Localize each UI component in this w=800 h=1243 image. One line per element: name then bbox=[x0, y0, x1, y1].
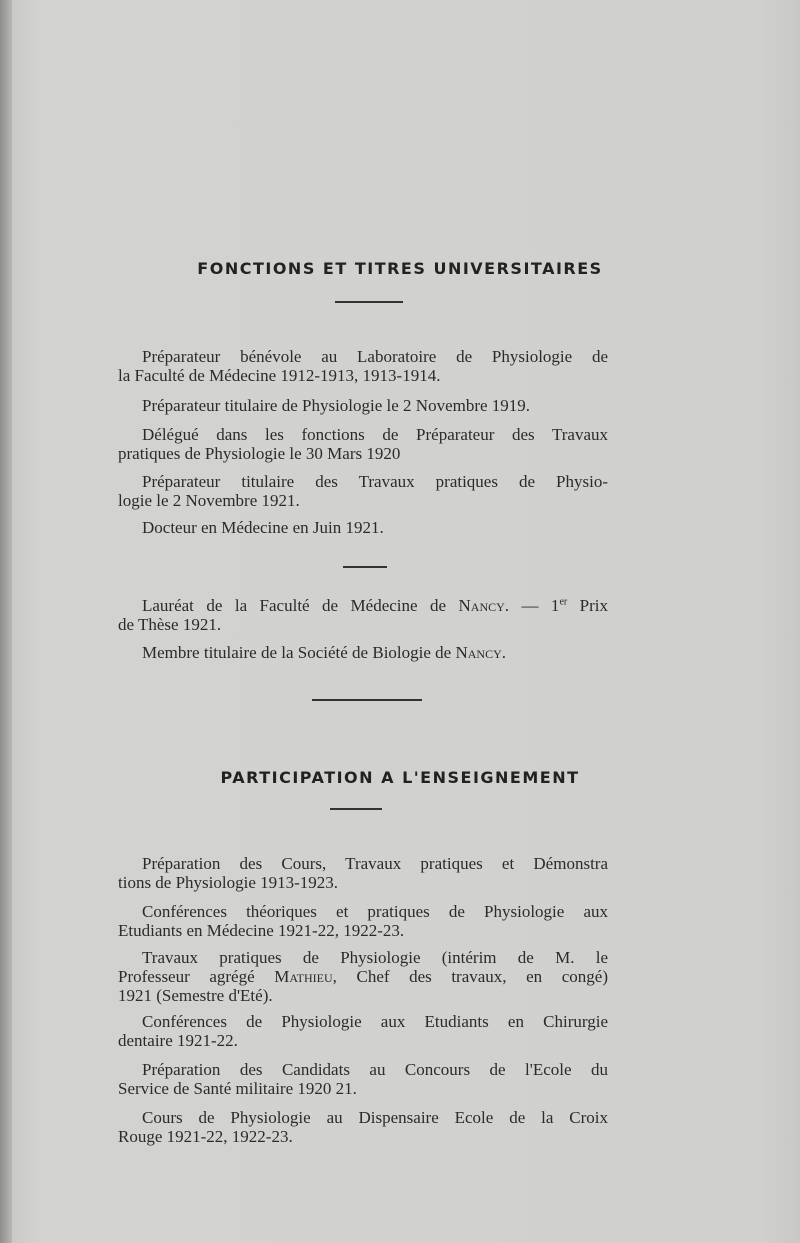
laureat-text: Lauréat de la Faculté de Médecine de bbox=[142, 596, 459, 615]
membre-text: . bbox=[501, 643, 506, 662]
laureat-text: Prix bbox=[567, 596, 609, 615]
paragraph-line: 1921 (Semestre d'Eté). bbox=[118, 986, 273, 1005]
paragraph-line: Service de Santé militaire 1920 21. bbox=[118, 1079, 357, 1098]
membre-text: Membre titulaire de la Société de Biologie de bbox=[142, 643, 456, 662]
paragraph-travaux-pratiques bbox=[118, 948, 608, 1005]
paragraph-laureat bbox=[118, 596, 608, 634]
city-name: Nancy bbox=[455, 643, 502, 662]
book-spine-shadow bbox=[0, 0, 12, 1243]
travaux-text: Professeur agrégé bbox=[118, 967, 275, 986]
paragraph-line: Délégué dans les fonctions de Préparateur des Travaux bbox=[142, 425, 608, 444]
section-title-fonctions: FONCTIONS ET TITRES UNIVERSITAIRES bbox=[197, 259, 603, 278]
paragraph-line: logie le 2 Novembre 1921. bbox=[118, 491, 300, 510]
paragraph-preparation-candidats bbox=[118, 1060, 608, 1098]
paragraph-line bbox=[118, 596, 608, 615]
travaux-text: , Chef des travaux, en congé) bbox=[332, 967, 608, 986]
paragraph-line: pratiques de Physiologie le 30 Mars 1920 bbox=[118, 444, 401, 463]
divider-rule-long bbox=[312, 699, 422, 701]
paragraph-line: dentaire 1921-22. bbox=[118, 1031, 238, 1050]
divider-rule bbox=[330, 808, 382, 810]
paragraph-line: Préparation des Cours, Travaux pratiques et Démonstra bbox=[142, 854, 608, 873]
paragraph-line: Rouge 1921-22, 1922-23. bbox=[118, 1127, 293, 1146]
paragraph-preparateur-benevole bbox=[118, 347, 608, 385]
paragraph-line: Travaux pratiques de Physiologie (intérim de M. le bbox=[142, 948, 608, 967]
laureat-text: . — 1 bbox=[504, 596, 560, 615]
paragraph-line: Préparation des Candidats au Concours de l'Ecole du bbox=[142, 1060, 608, 1079]
paragraph-docteur: Docteur en Médecine en Juin 1921. bbox=[142, 518, 384, 537]
paragraph-delegue bbox=[118, 425, 608, 463]
paragraph-line: de Thèse 1921. bbox=[118, 615, 222, 634]
paragraph-preparation-cours bbox=[118, 854, 608, 892]
city-name: Nancy bbox=[458, 596, 505, 615]
paragraph-conferences-theoriques bbox=[118, 902, 608, 940]
paragraph-line: Etudiants en Médecine 1921-22, 1922-23. bbox=[118, 921, 405, 940]
paragraph-line: Préparateur bénévole au Laboratoire de Physiologie de bbox=[142, 347, 608, 366]
paragraph-line: Préparateur titulaire des Travaux pratiques de Physio- bbox=[142, 472, 608, 491]
ordinal-suffix: er bbox=[559, 596, 568, 608]
divider-rule-short bbox=[343, 566, 387, 568]
paragraph-preparateur-travaux bbox=[118, 472, 608, 510]
paragraph-line: Conférences théoriques et pratiques de Physiologie aux bbox=[142, 902, 608, 921]
paragraph-line bbox=[118, 967, 608, 986]
paragraph-line: Cours de Physiologie au Dispensaire Ecole de la Croix bbox=[142, 1108, 608, 1127]
paragraph-line: la Faculté de Médecine 1912-1913, 1913-1914. bbox=[118, 366, 441, 385]
person-name: Mathieu bbox=[274, 967, 333, 986]
paragraph-membre bbox=[118, 643, 608, 662]
section-title-enseignement: PARTICIPATION A L'ENSEIGNEMENT bbox=[220, 768, 580, 787]
divider-rule bbox=[335, 301, 403, 303]
paragraph-cours-croix-rouge bbox=[118, 1108, 608, 1146]
paragraph-preparateur-titulaire: Préparateur titulaire de Physiologie le 2 Novembre 1919. bbox=[142, 396, 531, 415]
paragraph-conferences-chirurgie bbox=[118, 1012, 608, 1050]
paragraph-line: Conférences de Physiologie aux Etudiants en Chirurgie bbox=[142, 1012, 608, 1031]
paragraph-line: tions de Physiologie 1913-1923. bbox=[118, 873, 339, 892]
